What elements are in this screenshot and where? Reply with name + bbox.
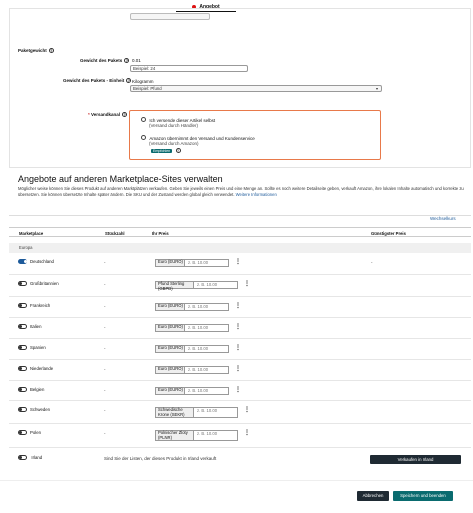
currency-label: Polnischer Zloty (PLNR) bbox=[155, 430, 194, 441]
quantity-value: - bbox=[104, 408, 106, 413]
help-icon[interactable]: ? bbox=[50, 49, 53, 54]
marketplace-cell bbox=[18, 281, 59, 287]
table-row bbox=[9, 401, 471, 424]
table-row bbox=[9, 424, 471, 448]
currency-label: Euro (EURO) bbox=[155, 303, 185, 311]
marketplace-name: Frankreich bbox=[30, 303, 51, 309]
marketplace-toggle[interactable] bbox=[18, 387, 27, 392]
marketplace-toggle[interactable] bbox=[18, 303, 27, 308]
help-icon[interactable]: ? bbox=[127, 79, 130, 84]
package-weight-heading: Paketgewicht ? bbox=[18, 48, 53, 54]
weight-hint: 0.01 bbox=[132, 58, 141, 63]
marketplace-cell bbox=[18, 345, 46, 351]
table-header bbox=[9, 227, 471, 237]
toggle-ireland[interactable] bbox=[18, 455, 27, 460]
unit-select-value: Beispiel: Pfund bbox=[133, 86, 162, 91]
col-quantity: Stückzahl bbox=[105, 231, 125, 236]
currency-label: Euro (EURO) bbox=[155, 387, 185, 395]
marketplace-cell bbox=[18, 366, 53, 372]
more-options-icon[interactable]: ⋮ bbox=[235, 345, 241, 351]
radio-fba[interactable] bbox=[141, 135, 146, 140]
unit-value: Kilogramm bbox=[132, 79, 154, 84]
marketplace-name: Belgien bbox=[30, 387, 45, 393]
marketplaces-description: Möglicher weise können Sie dieses Produkt auf anderen Marktplätzen verkaufen. Geben Sie jeweils einen Preis und eine Menge an. Sollte es noch weitere Detailseite geben, verkauft Amazon, ihre lokalen Inhalte automatisch und korrekte zu übersetzen. Sie können übersetzte Inhalte später ändern. Die SKU und der Zustand werden global gleich verwendet. Weitere Informationen bbox=[18, 186, 464, 197]
weight-label: Gewicht des Pakets ? bbox=[80, 58, 128, 64]
chevron-down-icon: ▾ bbox=[375, 86, 378, 91]
save-and-finish-button[interactable]: Speichern und beenden bbox=[393, 491, 453, 501]
marketplace-name: Italien bbox=[30, 324, 42, 330]
marketplace-toggle[interactable] bbox=[18, 430, 27, 435]
more-options-icon[interactable]: ⋮ bbox=[244, 430, 250, 436]
currency-label: Euro (EURO) bbox=[155, 366, 185, 374]
marketplace-name: Spanien bbox=[30, 345, 46, 351]
marketplace-cell bbox=[18, 324, 41, 330]
col-lowest-price: Günstigster Preis bbox=[371, 231, 406, 236]
marketplace-name: Niederlande bbox=[30, 366, 54, 372]
more-options-icon[interactable]: ⋮ bbox=[235, 387, 241, 393]
price-input[interactable]: z. B. 10.00 bbox=[185, 366, 229, 374]
help-icon[interactable]: ? bbox=[125, 59, 128, 64]
marketplace-cell bbox=[18, 407, 50, 413]
group-europe: Europa bbox=[9, 243, 471, 253]
price-input[interactable]: z. B. 10.00 bbox=[185, 387, 229, 395]
shipping-label: * Versandkanal ? bbox=[88, 112, 126, 118]
more-options-icon[interactable]: ⋮ bbox=[235, 303, 241, 309]
currency-label: Pfund Sterling (GBPD) bbox=[155, 281, 194, 289]
help-icon[interactable]: ? bbox=[177, 149, 180, 154]
marketplace-toggle[interactable] bbox=[18, 281, 27, 286]
quantity-value: - bbox=[104, 325, 106, 330]
marketplaces-heading: Angebote auf anderen Marketplace-Sites verwalten bbox=[18, 174, 223, 184]
marketplace-toggle[interactable] bbox=[18, 345, 27, 350]
help-icon[interactable]: ? bbox=[123, 113, 126, 118]
more-options-icon[interactable]: ⋮ bbox=[235, 366, 241, 372]
row-ireland bbox=[18, 455, 42, 461]
price-input[interactable]: z. B. 10.00 bbox=[185, 345, 229, 353]
more-info-link[interactable]: Weitere Informationen bbox=[235, 191, 277, 197]
marketplace-cell bbox=[18, 430, 41, 436]
quantity-value: - bbox=[104, 346, 106, 351]
marketplace-toggle[interactable] bbox=[18, 259, 27, 264]
price-input[interactable]: z. B. 10.00 bbox=[185, 259, 229, 267]
more-options-icon[interactable]: ⋮ bbox=[235, 259, 241, 265]
tab-offer-label: Angebot bbox=[199, 4, 220, 10]
marketplace-toggle[interactable] bbox=[18, 324, 27, 329]
table-row bbox=[9, 275, 471, 297]
option1-sub: (Versand durch Händler) bbox=[149, 123, 199, 128]
recommended-badge-wrap bbox=[151, 148, 181, 154]
more-options-icon[interactable]: ⋮ bbox=[235, 324, 241, 330]
top-select[interactable] bbox=[130, 13, 210, 20]
col-price: Ihr Preis bbox=[152, 231, 169, 236]
unit-label: Gewicht des Pakets - Einheit ? bbox=[63, 78, 130, 84]
more-options-icon[interactable]: ⋮ bbox=[244, 407, 250, 413]
marketplace-name: Großbritannien bbox=[30, 281, 59, 287]
radio-merchant[interactable] bbox=[141, 117, 146, 122]
price-input[interactable]: z. B. 10.00 bbox=[194, 430, 238, 441]
marketplace-name: Schweden bbox=[30, 407, 51, 413]
marketplace-cell bbox=[18, 303, 50, 309]
weight-input[interactable]: Beispiel: 24 bbox=[130, 65, 248, 72]
marketplace-name: Polen bbox=[30, 430, 41, 436]
price-input[interactable]: z. B. 10.00 bbox=[194, 407, 238, 418]
sell-in-ireland-button[interactable]: Verkaufen in Irland bbox=[370, 455, 461, 464]
cancel-button[interactable]: Abbrechen bbox=[357, 491, 389, 501]
unit-select[interactable] bbox=[130, 85, 382, 92]
option2-sub: (Versand durch Amazon) bbox=[149, 141, 199, 146]
ireland-note: Sind Sie der Listen, der dieses Produkt in Irland verkauft bbox=[104, 456, 217, 461]
marketplace-toggle[interactable] bbox=[18, 366, 27, 371]
quantity-value: - bbox=[104, 260, 106, 265]
quantity-value: - bbox=[104, 304, 106, 309]
col-marketplace: Marketplace bbox=[19, 231, 44, 236]
more-options-icon[interactable]: ⋮ bbox=[244, 281, 250, 287]
price-input[interactable]: z. B. 10.00 bbox=[194, 281, 238, 289]
option1-title: Ich versende dieser Artikel selbst bbox=[149, 118, 216, 123]
marketplace-cell bbox=[18, 387, 44, 393]
quantity-value: - bbox=[104, 388, 106, 393]
quantity-value: - bbox=[104, 367, 106, 372]
price-input[interactable]: z. B. 10.00 bbox=[185, 303, 229, 311]
marketplace-toggle[interactable] bbox=[18, 407, 27, 412]
recommended-badge: Empfohlen bbox=[153, 149, 171, 153]
marketplace-cell bbox=[18, 259, 54, 265]
option2-title: Amazon übernimmt den Versand und Kundenservice bbox=[149, 136, 255, 141]
currency-label: Euro (EURO) bbox=[155, 259, 185, 267]
price-input[interactable]: z. B. 10.00 bbox=[185, 324, 229, 332]
ireland-name: Irland bbox=[31, 455, 43, 461]
quantity-value: - bbox=[104, 431, 106, 436]
currency-label: Schwedische Krone (SEKR) bbox=[155, 407, 194, 418]
lowest-price-value: - bbox=[371, 260, 373, 265]
quantity-value: - bbox=[104, 282, 106, 287]
exchange-rate-link[interactable]: Wechselkurs bbox=[430, 216, 456, 221]
currency-label: Euro (EURO) bbox=[155, 345, 185, 353]
currency-label: Euro (EURO) bbox=[155, 324, 185, 332]
marketplace-name: Deutschland bbox=[30, 259, 54, 265]
